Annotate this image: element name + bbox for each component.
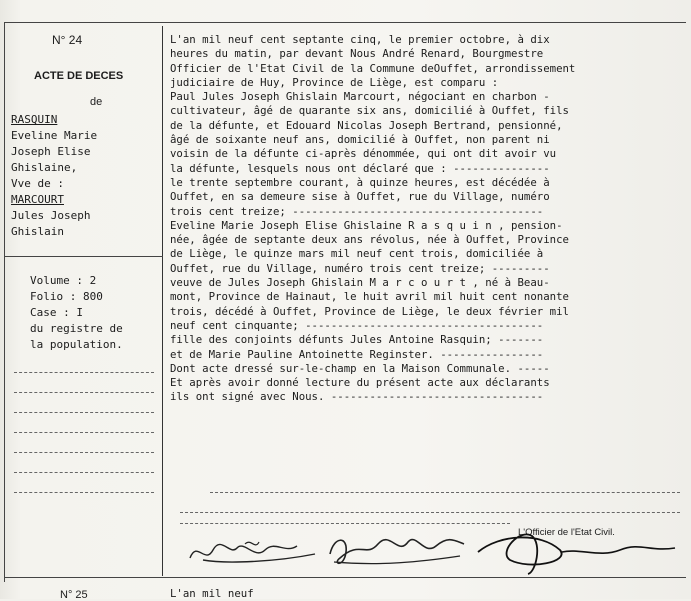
deed-text-line: trois cent treize; ---------------------------------------: [170, 204, 544, 218]
next-entry-text: L'an mil neuf: [170, 587, 254, 600]
volume-ref: Volume : 2: [30, 274, 97, 287]
next-entry-number: N° 25: [60, 589, 88, 601]
registry-line-2: la population.: [30, 338, 123, 351]
deceased-given-1: Eveline Marie: [11, 129, 98, 142]
deceased-given-2: Joseph Elise: [11, 145, 91, 158]
deed-text-line: judiciaire de Huy, Province de Liège, est comparu :: [170, 75, 499, 89]
registry-refs: [30, 273, 123, 353]
deed-text-line: Ouffet, rue du Village, numéro trois cent treize; ---------: [170, 261, 550, 275]
filler-dash: [14, 392, 154, 393]
filler-dash: [180, 512, 680, 513]
husband-given-2: Ghislain: [11, 225, 64, 238]
deed-text-line: Et après avoir donné lecture du présent acte aux déclarants: [170, 376, 550, 390]
deed-text-line: ils ont signé avec Nous. ---------------------------------: [170, 390, 544, 404]
filler-dash: [14, 432, 154, 433]
deed-text-line: de Liège, le quinze mars mil neuf cent trois, domiciliée à: [170, 247, 544, 261]
widow-label: Vve de :: [11, 177, 64, 190]
filler-dash: [14, 492, 154, 493]
deed-text-line: fille des conjoints défunts Jules Antoine Rasquin; -------: [170, 333, 544, 347]
filler-dash: [14, 452, 154, 453]
deed-text-line: Eveline Marie Joseph Elise Ghislaine R a s q u i n , pension-: [170, 218, 563, 232]
filler-dash: [14, 372, 154, 373]
signature-officer: [470, 522, 680, 577]
left-border: [4, 22, 5, 582]
deed-text: [170, 33, 686, 405]
deed-text-line: Paul Jules Joseph Ghislain Marcourt, négociant en charbon -: [170, 90, 550, 104]
entry-title: ACTE DE DECES: [34, 70, 124, 82]
folio-ref: Folio : 800: [30, 290, 103, 303]
deed-text-line: neuf cent cinquante; -------------------------------------: [170, 318, 544, 332]
left-section-rule: [4, 256, 163, 257]
deed-text-line: L'an mil neuf cent septante cinq, le premier octobre, à dix: [170, 33, 550, 46]
deed-text-line: trois, décédé à Ouffet, Province de Liège, le deux février mil: [170, 304, 569, 318]
deed-text-line: cultivateur, âgé de quarante six ans, domicilié à Ouffet, fils: [170, 104, 569, 118]
deceased-given-3: Ghislaine,: [11, 161, 78, 174]
deed-text-line: Dont acte dressé sur-le-champ en la Maison Communale. -----: [170, 361, 550, 375]
deed-text-line: de la défunte, et Edouard Nicolas Joseph Bertrand, pensionné,: [170, 118, 563, 132]
deceased-surname: RASQUIN: [11, 113, 58, 126]
deed-text-line: âgé de soixante neuf ans, domicilié à Ouffet, non parent ni: [170, 133, 550, 147]
signature-declarant-1: [185, 530, 325, 570]
deed-text-line: mont, Province de Hainaut, le huit avril mil huit cent nonante: [170, 290, 569, 304]
entry-number: N° 24: [52, 33, 83, 47]
registry-line-1: du registre de: [30, 322, 123, 335]
entry-de: de: [90, 96, 103, 108]
filler-dash: [210, 492, 680, 493]
deed-text-line: Ouffet, en sa demeure sise à Ouffet, rue du Village, numéro: [170, 190, 550, 204]
deed-text-line: la défunte, lesquels nous ont déclaré que : ---------------: [170, 161, 550, 175]
deed-text-line: Officier de l'Etat Civil de la Commune deOuffet, arrondissement: [170, 61, 576, 75]
deed-text-line: le trente septembre courant, à quinze heures, est décédée à: [170, 175, 550, 189]
top-rule: [4, 22, 686, 23]
deed-text-line: voisin de la défunte ci-après dénommée, qui ont dit avoir vu: [170, 147, 557, 161]
deed-text-line: veuve de Jules Joseph Ghislain M a r c o u r t , né à Beau-: [170, 276, 550, 290]
deed-text-line: née, âgée de septante deux ans révolus, née à Ouffet, Province: [170, 233, 569, 247]
filler-dash: [14, 412, 154, 413]
officer-label: L'Officier de l'Etat Civil.: [518, 527, 615, 538]
case-ref: Case : I: [30, 306, 83, 319]
column-divider: [162, 26, 163, 576]
signature-declarant-2: [320, 522, 470, 572]
husband-given-1: Jules Joseph: [11, 209, 91, 222]
husband-surname: MARCOURT: [11, 193, 64, 206]
filler-dash: [14, 472, 154, 473]
deed-text-line: heures du matin, par devant Nous André Renard, Bourgmestre: [170, 47, 544, 61]
deed-text-line: et de Marie Pauline Antoinette Reginster. ----------------: [170, 347, 544, 361]
deceased-block: [11, 112, 97, 240]
bottom-rule: [4, 577, 686, 578]
